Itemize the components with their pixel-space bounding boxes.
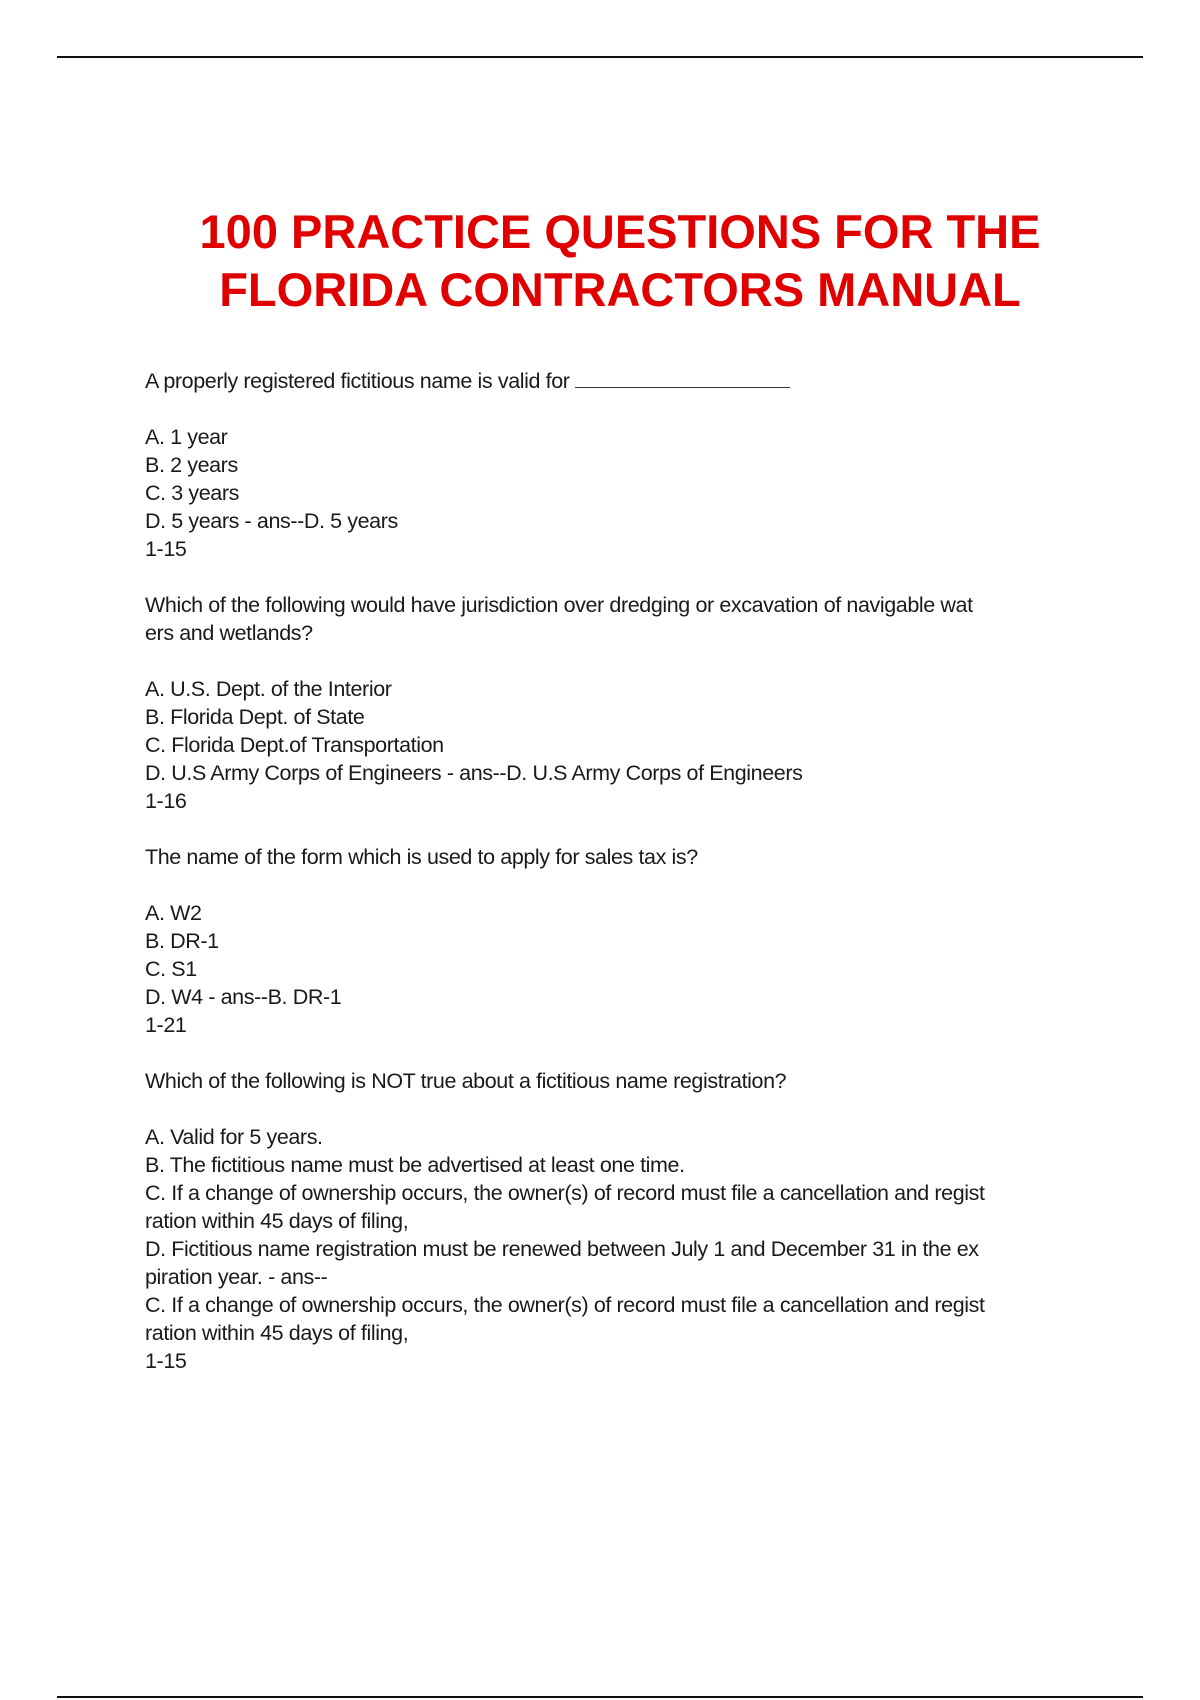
option-c-line-1: C. If a change of ownership occurs, the owner(s) of record must file a cancellation and regist xyxy=(145,1181,985,1205)
option-a: A. U.S. Dept. of the Interior xyxy=(145,677,392,701)
answer-line-1: C. If a change of ownership occurs, the owner(s) of record must file a cancellation and regist xyxy=(145,1293,985,1317)
option-c: C. Florida Dept.of Transportation xyxy=(145,733,444,757)
option-c: C. S1 xyxy=(145,957,197,981)
question-ref: 1-16 xyxy=(145,789,187,813)
title-line-2: FLORIDA CONTRACTORS MANUAL xyxy=(219,263,1021,317)
question-text-line-2: ers and wetlands? xyxy=(145,621,313,645)
answer-line-2: ration within 45 days of filing, xyxy=(145,1321,409,1345)
option-a: A. W2 xyxy=(145,901,202,925)
top-rule xyxy=(57,56,1143,58)
option-a: A. 1 year xyxy=(145,425,228,449)
question-text: Which of the following is NOT true about a fictitious name registration? xyxy=(145,1069,787,1093)
question-text: A properly registered fictitious name is valid for xyxy=(145,367,1100,395)
option-c-line-2: ration within 45 days of filing, xyxy=(145,1209,409,1233)
question-1 xyxy=(145,367,1100,563)
question-2 xyxy=(145,591,1100,815)
document-title xyxy=(80,203,1160,319)
title-line-1: 100 PRACTICE QUESTIONS FOR THE xyxy=(199,205,1041,259)
question-ref: 1-15 xyxy=(145,1349,187,1373)
question-ref: 1-21 xyxy=(145,1013,187,1037)
option-d-answer: D. 5 years - ans--D. 5 years xyxy=(145,509,398,533)
option-d-answer: D. W4 - ans--B. DR-1 xyxy=(145,985,342,1009)
bottom-rule xyxy=(57,1696,1143,1698)
option-b: B. The fictitious name must be advertised at least one time. xyxy=(145,1153,685,1177)
option-c: C. 3 years xyxy=(145,481,239,505)
option-b: B. DR-1 xyxy=(145,929,219,953)
answer-blank xyxy=(575,369,790,388)
option-d-line-2: piration year. - ans-- xyxy=(145,1265,328,1289)
question-text-line-1: Which of the following would have jurisdiction over dredging or excavation of navigable wat xyxy=(145,593,973,617)
option-b: B. 2 years xyxy=(145,453,238,477)
option-d-answer: D. U.S Army Corps of Engineers - ans--D. U.S Army Corps of Engineers xyxy=(145,761,803,785)
option-a: A. Valid for 5 years. xyxy=(145,1125,323,1149)
question-3 xyxy=(145,843,1100,1039)
question-ref: 1-15 xyxy=(145,537,187,561)
question-text: The name of the form which is used to apply for sales tax is? xyxy=(145,845,698,869)
questions-body xyxy=(145,367,1100,1403)
option-b: B. Florida Dept. of State xyxy=(145,705,365,729)
option-d-line-1: D. Fictitious name registration must be renewed between July 1 and December 31 in the ex xyxy=(145,1237,979,1261)
question-4 xyxy=(145,1067,1100,1375)
